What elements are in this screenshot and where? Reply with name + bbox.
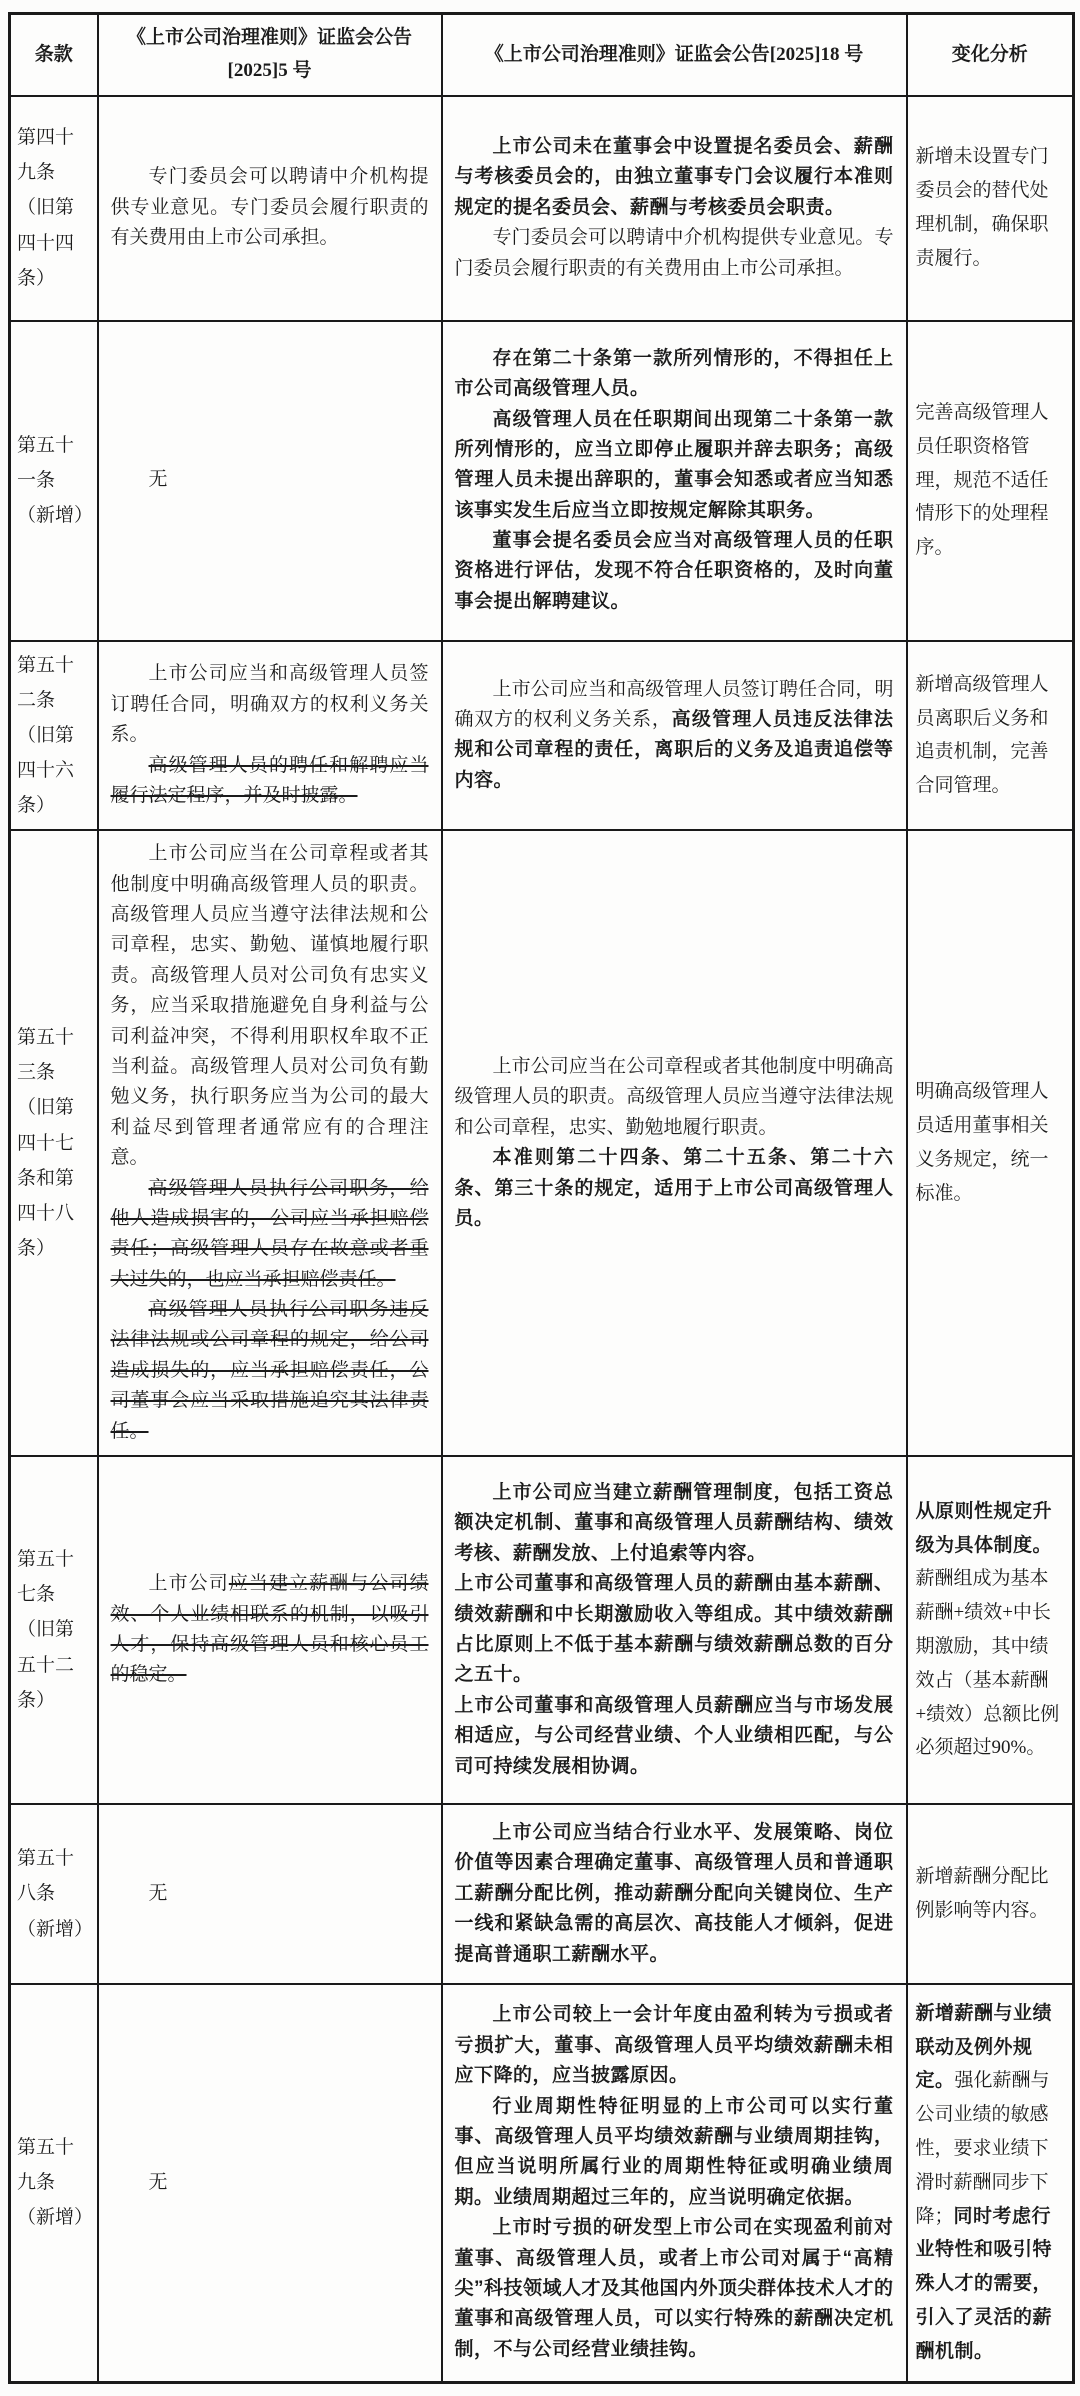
table-body: [10, 96, 1074, 2383]
text-segment-bold: 同时考虑行业特性和吸引特殊人才的需要，引入了灵活的薪酬机制。: [915, 2205, 1053, 2362]
header-analysis: 变化分析: [907, 14, 1074, 96]
text-segment-bold: 高级管理人员违反法律法规和公司章程的责任，离职后的义务及追责追偿等内容。: [454, 708, 894, 791]
text-segment-bold: 上市公司较上一会计年度由盈利转为亏损或者亏损扩大，董事、高级管理人员平均绩效薪酬未相应下降的，应当披露原因。: [454, 2004, 894, 2087]
clause-cell: 第五十七条（旧第五十二条）: [10, 1456, 98, 1804]
text-segment-normal: 薪酬组成为基本薪酬+绩效+中长期激励，其中绩效占（基本薪酬+绩效）总额比例必须超过90%。: [915, 1568, 1060, 1759]
old-version-cell: [98, 1984, 442, 2382]
new-version-cell: [442, 1804, 907, 1984]
paragraph: [455, 223, 894, 284]
text-segment-bold: 新增薪酬与业绩联动及例外规定。: [915, 2002, 1053, 2092]
text-segment-normal: 上市公司应当和高级管理人员签订聘任合同，明确双方的权利义务关系。: [110, 663, 429, 746]
text-segment-normal: 专门委员会可以聘请中介机构提供专业意见。专门委员会履行职责的有关费用由上市公司承担。: [454, 227, 894, 279]
text-segment-normal: 上市公司应当和高级管理人员签订聘任合同，明确双方的权利义务关系，: [454, 678, 894, 730]
paragraph: [455, 2213, 894, 2365]
text-segment-bold: 上市公司应当结合行业水平、发展策略、岗位价值等因素合理确定董事、高级管理人员和普通职工薪酬分配比例，推动薪酬分配向关键岗位、生产一线和紧缺急需的高层次、高技能人才倾斜，促进提高普通职工薪酬水平。: [454, 1822, 894, 1965]
clause-cell: 第五十二条（旧第四十六条）: [10, 641, 98, 831]
analysis-cell: [907, 321, 1074, 641]
table-row-4: [10, 830, 1074, 1456]
paragraph: [455, 1478, 894, 1569]
text-segment-normal: 上市公司应当在公司章程或者其他制度中明确高级管理人员的职责。高级管理人员应当遵守法律法规和公司章程，忠实、勤勉地履行职责。: [454, 1055, 894, 1138]
comparison-table: [8, 12, 1075, 2384]
text-segment-normal: 新增薪酬分配比例影响等内容。: [915, 1866, 1049, 1922]
paragraph: [111, 1879, 429, 1909]
header-new-version: 《上市公司治理准则》证监会公告[2025]18 号: [442, 14, 907, 96]
paragraph: [455, 1569, 894, 1691]
paragraph: [916, 1997, 1065, 2369]
analysis-cell: [907, 641, 1074, 831]
paragraph: [455, 526, 894, 617]
new-version-cell: [442, 830, 907, 1456]
text-segment-bold: 上市时亏损的研发型上市公司在实现盈利前对董事、高级管理人员，或者上市公司对属于“高精尖”科技领域人才及其他国内外顶尖群体技术人才的董事和高级管理人员，可以实行特殊的薪酬决定机制，不与公司经营业绩挂钩。: [454, 2217, 894, 2360]
old-version-cell: [98, 1456, 442, 1804]
text-segment-bold: 高级管理人员在任职期间出现第二十条第一款所列情形的，应当立即停止履职并辞去职务；高级管理人员未提出辞职的，董事会知悉或者应当知悉该事实发生后应当立即按规定解除其职务。: [454, 408, 894, 521]
text-segment-normal: 上市公司: [148, 1573, 229, 1595]
new-version-cell: [442, 321, 907, 641]
text-segment-normal: 无: [148, 469, 168, 491]
text-segment-bold: 存在第二十条第一款所列情形的，不得担任上市公司高级管理人员。: [454, 347, 894, 400]
paragraph: [111, 659, 429, 750]
text-segment-bold: 上市公司未在董事会中设置提名委员会、薪酬与考核委员会的，由独立董事专门会议履行本准则规定的提名委员会、薪酬与考核委员会职责。: [454, 136, 894, 218]
paragraph: [111, 751, 429, 812]
clause-cell: 第五十三条（旧第四十七条和第四十八条）: [10, 830, 98, 1456]
analysis-cell: [907, 1984, 1074, 2382]
table-row-3: [10, 641, 1074, 831]
text-segment-bold: 本准则第二十四条、第二十五条、第二十六条、第三十条的规定，适用于上市公司高级管理人员。: [454, 1147, 894, 1229]
text-segment-strike: 应当建立薪酬与公司绩效、个人业绩相联系的机制，以吸引人才，保持高级管理人员和核心员工的稳定。: [110, 1573, 429, 1686]
paragraph: [455, 1052, 894, 1143]
text-segment-bold: 上市公司应当建立薪酬管理制度，包括工资总额决定机制、董事和高级管理人员薪酬结构、绩效考核、薪酬发放、上付追索等内容。: [454, 1482, 894, 1564]
old-version-cell: [98, 830, 442, 1456]
paragraph: [916, 396, 1065, 565]
text-segment-normal: 明确高级管理人员适用董事相关义务规定，统一标准。: [915, 1081, 1049, 1204]
header-row: [10, 14, 1074, 96]
table-row-1: [10, 96, 1074, 321]
paragraph: [916, 1075, 1065, 1210]
paragraph: [455, 2092, 894, 2214]
paragraph: [916, 140, 1065, 275]
clause-cell: 第五十九条（新增）: [10, 1984, 98, 2382]
text-segment-bold: 行业周期性特征明显的上市公司可以实行董事、高级管理人员平均绩效薪酬与业绩周期挂钩，但应当说明所属行业的周期性特征或明确业绩周期。业绩周期超过三年的，应当说明确定依据。: [454, 2095, 894, 2208]
new-version-cell: [442, 96, 907, 321]
analysis-cell: [907, 96, 1074, 321]
old-version-cell: [98, 321, 442, 641]
text-segment-normal: 无: [148, 1882, 168, 1904]
text-segment-normal: 新增高级管理人员离职后义务和追责机制，完善合同管理。: [915, 673, 1049, 797]
new-version-cell: [442, 641, 907, 831]
paragraph: [916, 1860, 1065, 1928]
old-version-cell: [98, 641, 442, 831]
paragraph: [455, 344, 894, 405]
text-segment-normal: 完善高级管理人员任职资格管理，规范不适任情形下的处理程序。: [915, 401, 1049, 559]
table-row-6: [10, 1804, 1074, 1984]
paragraph: [455, 405, 894, 527]
table-row-2: [10, 321, 1074, 641]
text-segment-bold: 从原则性规定升级为具体制度。: [915, 1500, 1053, 1556]
analysis-cell: [907, 1456, 1074, 1804]
paragraph: [111, 162, 429, 253]
clause-cell: 第五十一条（新增）: [10, 321, 98, 641]
paragraph: [455, 675, 894, 797]
new-version-cell: [442, 1984, 907, 2382]
paragraph: [111, 1569, 429, 1691]
paragraph: [916, 668, 1065, 803]
header-old-version: 《上市公司治理准则》证监会公告[2025]5 号: [98, 14, 442, 96]
paragraph: [111, 1174, 429, 1296]
text-segment-normal: 新增未设置专门委员会的替代处理机制，确保职责履行。: [915, 146, 1049, 269]
text-segment-strike: 高级管理人员执行公司职务，给他人造成损害的，公司应当承担赔偿责任；高级管理人员存在故意或者重大过失的，也应当承担赔偿责任。: [110, 1177, 429, 1290]
header-clause: 条款: [10, 14, 98, 96]
text-segment-normal: 无: [148, 2171, 168, 2193]
analysis-cell: [907, 1804, 1074, 1984]
paragraph: [111, 839, 429, 1173]
old-version-cell: [98, 96, 442, 321]
clause-cell: 第四十九条（旧第四十四条）: [10, 96, 98, 321]
paragraph: [455, 1143, 894, 1234]
paragraph: [916, 1495, 1065, 1766]
text-segment-strike: 高级管理人员执行公司职务违反法律法规或公司章程的规定，给公司造成损失的，应当承担赔偿责任，公司董事会应当采取措施追究其法律责任。: [110, 1299, 429, 1442]
paragraph: [455, 1818, 894, 1970]
paragraph: [111, 2168, 429, 2198]
text-segment-bold: 上市公司董事和高级管理人员的薪酬由基本薪酬、绩效薪酬和中长期激励收入等组成。其中绩效薪酬占比原则上不低于基本薪酬与绩效薪酬总数的百分之五十。: [454, 1573, 894, 1686]
analysis-cell: [907, 830, 1074, 1456]
old-version-cell: [98, 1804, 442, 1984]
text-segment-normal: 上市公司应当在公司章程或者其他制度中明确高级管理人员的职责。高级管理人员应当遵守法律法规和公司章程，忠实、勤勉、谨慎地履行职责。高级管理人员对公司负有忠实义务，应当采取措施避免自身利益与公司利益冲突，不得利用职权牟取不正当利益。高级管理人员对公司负有勤勉义务，执行职务应当为公司的最大利益尽到管理者通常应有的合理注意。: [110, 843, 429, 1169]
text-segment-bold: 上市公司董事和高级管理人员薪酬应当与市场发展相适应，与公司经营业绩、个人业绩相匹配，与公司可持续发展相协调。: [454, 1694, 894, 1777]
paragraph: [111, 465, 429, 495]
text-segment-normal: 强化薪酬与公司业绩的敏感性，要求业绩下滑时薪酬同步下降；: [915, 2070, 1050, 2227]
text-segment-bold: 董事会提名委员会应当对高级管理人员的任职资格进行评估，发现不符合任职资格的，及时向董事会提出解聘建议。: [454, 530, 894, 612]
table-row-7: [10, 1984, 1074, 2382]
paragraph: [455, 1691, 894, 1782]
text-segment-normal: 专门委员会可以聘请中介机构提供专业意见。专门委员会履行职责的有关费用由上市公司承担。: [110, 166, 429, 249]
new-version-cell: [442, 1456, 907, 1804]
paragraph: [455, 132, 894, 223]
paragraph: [111, 1295, 429, 1447]
clause-cell: 第五十八条（新增）: [10, 1804, 98, 1984]
table-row-5: [10, 1456, 1074, 1804]
paragraph: [455, 2000, 894, 2091]
text-segment-strike: 高级管理人员的聘任和解聘应当履行法定程序，并及时披露。: [110, 754, 429, 806]
